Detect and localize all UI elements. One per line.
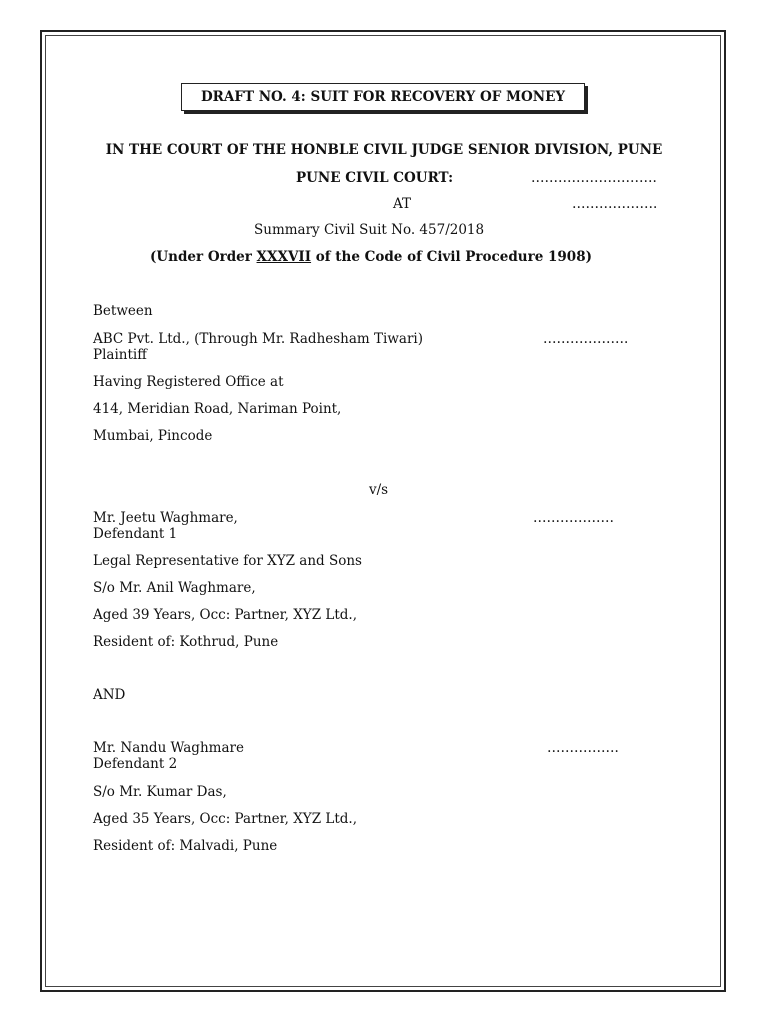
plaintiff-address-line: 414, Meridian Road, Nariman Point, — [93, 401, 342, 417]
order-prefix: (Under Order — [150, 249, 257, 265]
defendant1-detail-line: Legal Representative for XYZ and Sons — [93, 553, 362, 569]
defendant2-dots: ……………. — [547, 740, 619, 756]
draft-title: DRAFT NO. 4: SUIT FOR RECOVERY OF MONEY — [200, 89, 566, 105]
order-reference — [150, 249, 592, 265]
order-number: XXXVII — [256, 249, 312, 265]
defendant1-detail-line: S/o Mr. Anil Waghmare, — [93, 580, 256, 596]
plaintiff-address-line: Having Registered Office at — [93, 374, 284, 390]
plaintiff-dots: ………………. — [543, 331, 629, 347]
suit-number: Summary Civil Suit No. 457/2018 — [254, 222, 485, 238]
at-dots: ………………. — [572, 196, 658, 212]
and-label: AND — [93, 687, 126, 703]
defendant2-name: Mr. Nandu Waghmare — [93, 740, 244, 756]
plaintiff-role: Plaintiff — [93, 347, 147, 363]
defendant1-dots: ……………… — [533, 510, 614, 526]
versus-label: v/s — [369, 482, 389, 498]
order-suffix: of the Code of Civil Procedure 1908) — [311, 249, 592, 265]
defendant1-role: Defendant 1 — [93, 526, 178, 542]
defendant2-detail-line: S/o Mr. Kumar Das, — [93, 784, 227, 800]
plaintiff-name: ABC Pvt. Ltd., (Through Mr. Radhesham Tiwari) — [93, 331, 423, 347]
court-heading: IN THE COURT OF THE HONBLE CIVIL JUDGE SENIOR DIVISION, PUNE — [105, 142, 663, 158]
at-label: AT — [393, 196, 412, 212]
defendant1-detail-line: Aged 39 Years, Occ: Partner, XYZ Ltd., — [93, 607, 358, 623]
defendant2-detail-line: Resident of: Malvadi, Pune — [93, 838, 278, 854]
defendant1-name: Mr. Jeetu Waghmare, — [93, 510, 238, 526]
defendant1-detail-line: Resident of: Kothrud, Pune — [93, 634, 279, 650]
court-name-dots: ………………………. — [531, 170, 657, 186]
draft-title-box — [181, 83, 585, 111]
court-name-label: PUNE CIVIL COURT: — [296, 170, 454, 186]
between-label: Between — [93, 303, 153, 319]
plaintiff-address-line: Mumbai, Pincode — [93, 428, 213, 444]
defendant2-detail-line: Aged 35 Years, Occ: Partner, XYZ Ltd., — [93, 811, 358, 827]
defendant2-role: Defendant 2 — [93, 756, 178, 772]
